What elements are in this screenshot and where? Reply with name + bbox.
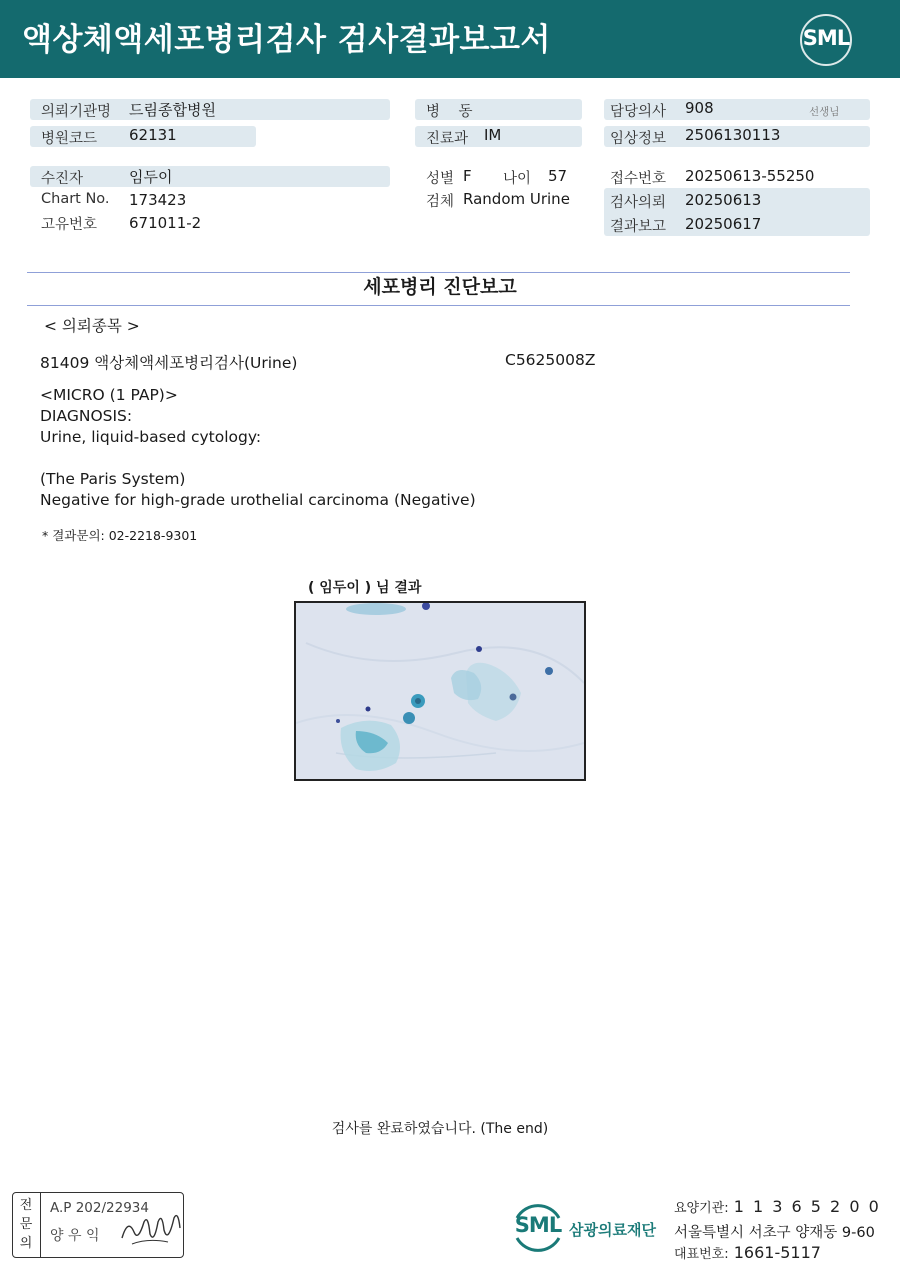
id-label: 고유번호 bbox=[41, 217, 98, 233]
request-value: 20250613 bbox=[685, 191, 762, 209]
chart-value: 173423 bbox=[129, 191, 187, 209]
report-title: 액상체액세포병리검사 검사결과보고서 bbox=[22, 22, 551, 58]
footer-code bbox=[674, 1197, 881, 1216]
org-name: 삼광의료재단 bbox=[569, 1221, 656, 1239]
code-label: 요양기관: bbox=[674, 1201, 729, 1216]
doctor-suffix: 선생님 bbox=[809, 106, 840, 118]
phone-value: 1661-5117 bbox=[733, 1243, 821, 1262]
result-line: <MICRO (1 PAP)> bbox=[40, 386, 178, 404]
doctor-label: 담당의사 bbox=[610, 104, 667, 120]
result-line: Urine, liquid-based cytology: bbox=[40, 428, 262, 446]
specimen-label: 검체 bbox=[426, 194, 455, 210]
code-value: 62131 bbox=[129, 126, 177, 144]
footer-address: 서울특별시 서초구 양재동 9-60 bbox=[674, 1225, 875, 1241]
code-value: 1 1 3 6 5 2 0 0 bbox=[733, 1197, 881, 1216]
cytology-image bbox=[294, 601, 586, 781]
receipt-label: 접수번호 bbox=[610, 171, 667, 187]
clinical-value: 2506130113 bbox=[685, 126, 781, 144]
receipt-value: 20250613-55250 bbox=[685, 167, 815, 185]
section-title: 세포병리 진단보고 bbox=[363, 276, 517, 298]
ward-label: 병 동 bbox=[426, 104, 473, 120]
dept-label: 진료과 bbox=[426, 131, 469, 147]
doctor-value: 908 bbox=[685, 99, 714, 117]
test-code: C5625008Z bbox=[505, 351, 596, 369]
sex-label: 성별 bbox=[426, 171, 455, 187]
cytology-micrograph-icon bbox=[296, 603, 584, 779]
hospital-value: 드림종합병원 bbox=[129, 101, 216, 119]
bottom-divider bbox=[27, 305, 850, 306]
report-label: 결과보고 bbox=[610, 219, 667, 235]
sml-logo-text: SML bbox=[802, 26, 850, 50]
clinical-label: 임상정보 bbox=[610, 131, 667, 147]
stamp-ap: A.P 202/22934 bbox=[50, 1200, 149, 1216]
phone-label: 대표번호: bbox=[674, 1247, 729, 1262]
inquiry-text: * 결과문의: 02-2218-9301 bbox=[42, 528, 198, 543]
footer-phone bbox=[674, 1243, 821, 1262]
report-value: 20250617 bbox=[685, 215, 762, 233]
sex-value: F bbox=[463, 167, 472, 185]
test-line: 81409 액상체액세포병리검사(Urine) bbox=[40, 354, 298, 372]
result-line: (The Paris System) bbox=[40, 470, 186, 488]
requested-item-heading: < 의뢰종목 > bbox=[44, 317, 140, 335]
patient-label: 수진자 bbox=[41, 171, 84, 187]
stamp-name: 양 우 익 bbox=[50, 1228, 100, 1244]
result-line: Negative for high-grade urothelial carcinoma (Negative) bbox=[40, 491, 476, 509]
hospital-label: 의뢰기관명 bbox=[41, 104, 112, 120]
patient-row-bg bbox=[30, 166, 390, 187]
footer-logo-text: SML bbox=[514, 1213, 562, 1237]
age-value: 57 bbox=[548, 167, 568, 185]
chart-label: Chart No. bbox=[41, 191, 110, 207]
id-value: 671011-2 bbox=[129, 214, 202, 232]
patient-value: 임두이 bbox=[129, 168, 173, 186]
result-line bbox=[40, 448, 476, 469]
request-label: 검사의뢰 bbox=[610, 195, 667, 211]
stamp-side-label: 전문의 bbox=[19, 1198, 33, 1251]
result-block bbox=[40, 385, 476, 511]
signature-icon bbox=[118, 1208, 184, 1250]
end-text: 검사를 완료하였습니다. (The end) bbox=[331, 1121, 549, 1137]
code-label: 병원코드 bbox=[41, 131, 98, 147]
age-label: 나이 bbox=[503, 171, 532, 187]
dept-value: IM bbox=[484, 126, 502, 144]
stamp-divider bbox=[40, 1192, 41, 1258]
result-line: DIAGNOSIS: bbox=[40, 407, 133, 425]
image-caption: ( 임두이 ) 님 결과 bbox=[308, 580, 422, 596]
specimen-value: Random Urine bbox=[463, 190, 570, 208]
